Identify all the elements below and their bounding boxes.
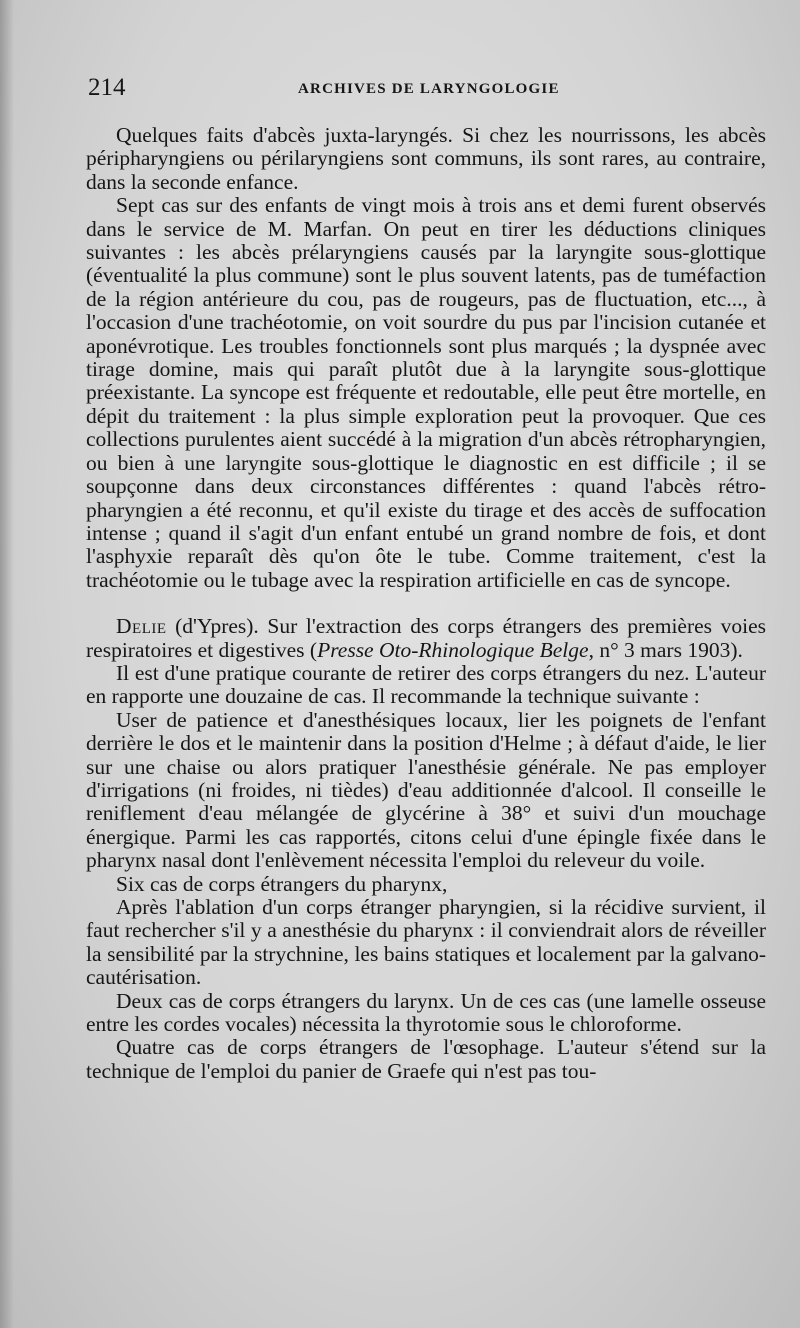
paragraph: Après l'ablation d'un corps étranger pharyngien, si la récidive survient, il faut rechercher s'il y a anesthésie du pharynx : il conviendrait alors de réveiller la sensibilité par la strychnine, les bains statiques et localement par la galvano-cautérisation.: [86, 895, 766, 990]
page-edge-shadow: [0, 0, 14, 1328]
citation-title: Sur l'extraction des corps étrangers des premières voies respiratoires et digestives: [86, 614, 767, 662]
paragraph: Quelques faits d'abcès juxta-laryngés. Si chez les nourrissons, les abcès péripharyngiens ou périlaryngiens sont communs, ils sont rares, au contraire, dans la seconde enfance.: [86, 123, 766, 194]
paragraph: Six cas de corps étrangers du pharynx,: [116, 871, 448, 896]
citation-author: Delie: [116, 614, 167, 639]
paragraph: Deux cas de corps étrangers du larynx. Un de ces cas (une lamelle osseuse entre les cordes vocales) nécessita la thyrotomie sous le chloroforme.: [86, 988, 766, 1037]
citation-date: , n° 3 mars 1903).: [588, 637, 743, 662]
page-header: [88, 74, 768, 104]
running-head: ARCHIVES DE LARYNGOLOGIE: [298, 81, 560, 97]
citation-place: (d'Ypres).: [175, 614, 259, 639]
paragraph: User de patience et d'anesthésiques locaux, lier les poignets de l'enfant derrière le dos et le maintenir dans la position d'Helme ; à défaut d'aide, le lier sur une chaise ou alors pratiquer l'anesthésie générale. Ne pas employer d'irrigations (ni froides, ni tièdes) d'eau additionnée d'alcool. Il conseille le reniflement d'eau mélangée de glycérine à 38° et suivi d'un mouchage énergique. Parmi les cas rapportés, citons celui d'une épingle fixée dans le pharynx nasal dont l'enlèvement nécessita l'emploi du releveur du voile.: [86, 707, 766, 873]
body-text: [86, 124, 766, 1083]
page-number: 214: [88, 74, 126, 101]
paragraph: Quatre cas de corps étrangers de l'œsophage. L'auteur s'étend sur la technique de l'emploi du panier de Graefe qui n'est pas tou-: [86, 1035, 766, 1083]
citation-paragraph: Delie (d'Ypres). Sur l'extraction des corps étrangers des premières voies respiratoires et digestives (Presse Oto-Rhinologique Belge, n° 3 mars 1903).: [86, 614, 767, 662]
citation-journal: Presse Oto-Rhinologique Belge: [317, 637, 589, 662]
paragraph: Sept cas sur des enfants de vingt mois à trois ans et demi furent observés dans le service de M. Marfan. On peut en tirer les déductions cliniques suivantes : les abcès prélaryngiens causés par la laryngite sous-glottique (éventualité la plus commune) sont le plus souvent latents, pas de tuméfaction de la région antérieure du cou, pas de rougeurs, pas de fluctuation, etc..., à l'occasion d'une trachéotomie, on voit sourdre du pus par l'incision cutanée et aponévrotique. Les troubles fonctionnels sont plus marqués ; la dyspnée avec tirage domine, mais qui paraît plutôt due à la laryngite sous-glottique préexistante. La syncope est fréquente et redoutable, elle peut être mortelle, en dépit du traitement : la plus simple exploration peut la provoquer. Que ces collections purulentes aient succédé à la migration d'un abcès rétropharyngien, ou bien à une laryngite sous-glottique le diagnostic en est difficile ; il se soupçonne dans deux circonstances différentes : quand l'abcès rétro-pharyngien a été reconnu, et qu'il existe du tirage et des accès de suffocation intense ; quand il s'agit d'un enfant entubé un grand nombre de fois, et dont l'asphyxie reparaît dès qu'on ôte le tube. Comme traitement, c'est la trachéotomie ou le tubage avec la respiration artificielle en cas de syncope.: [86, 193, 766, 592]
paragraph: Il est d'une pratique courante de retirer des corps étrangers du nez. L'auteur en rapporte une douzaine de cas. Il recommande la technique suivante :: [86, 660, 766, 709]
